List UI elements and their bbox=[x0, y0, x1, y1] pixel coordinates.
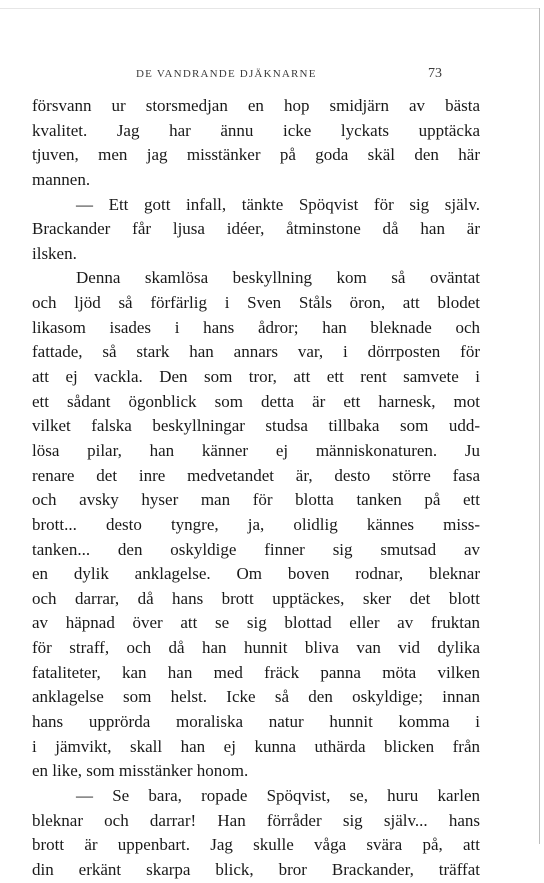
text-line bbox=[32, 759, 480, 784]
running-title: DE VANDRANDE DJÄKNARNE bbox=[136, 68, 317, 80]
text-line bbox=[32, 193, 480, 218]
text-line bbox=[32, 538, 480, 563]
text-line-content: för straff, och då han hunnit bliva van vid dylika bbox=[32, 638, 480, 658]
text-line bbox=[32, 833, 480, 858]
text-line bbox=[32, 168, 480, 193]
text-line-content: i jämvikt, skall han ej kunna uthärda blicken från bbox=[32, 736, 480, 756]
text-line-content: en dylik anklagelse. Om boven rodnar, bleknar bbox=[32, 564, 480, 584]
text-line bbox=[32, 562, 480, 587]
running-head bbox=[32, 66, 480, 86]
text-line-content: — Ett gott infall, tänkte Spöqvist för sig själv. bbox=[76, 194, 480, 214]
text-line bbox=[32, 143, 480, 168]
text-line bbox=[32, 242, 480, 267]
text-line-content: att ej vackla. Den som tror, att ett rent samvete i bbox=[32, 367, 480, 387]
text-line-content: fattade, så stark han annars var, i dörrposten för bbox=[32, 342, 480, 362]
text-line-content: renare det inre medvetandet är, desto större fasa bbox=[32, 465, 480, 485]
text-line bbox=[32, 316, 480, 341]
text-line-content: och darrar, då hans brott upptäckes, sker det blott bbox=[32, 588, 480, 608]
text-line-content: ilsken. bbox=[32, 243, 77, 263]
text-line-content: din erkänt skarpa blick, bror Brackander, träffat bbox=[32, 859, 480, 879]
text-line-content: av häpnad över att se sig blottad eller av fruktan bbox=[32, 613, 480, 633]
text-line-content: försvann ur storsmedjan en hop smidjärn av bästa bbox=[32, 96, 480, 115]
text-line-content: och ljöd så förfärlig i Sven Ståls öron, att blodet bbox=[32, 293, 480, 313]
text-line bbox=[32, 661, 480, 686]
text-line-content: Denna skamlösa beskyllning kom så oväntat bbox=[76, 268, 480, 288]
text-line-content: ett sådant ögonblick som detta är ett harnesk, mot bbox=[32, 391, 480, 411]
text-line bbox=[32, 439, 480, 464]
text-line bbox=[32, 119, 480, 144]
text-line bbox=[32, 636, 480, 661]
text-line-content: mannen. bbox=[32, 169, 91, 189]
text-line bbox=[32, 488, 480, 513]
text-line bbox=[32, 365, 480, 390]
text-line-content: kvalitet. Jag har ännu icke lyckats upptäcka bbox=[32, 120, 480, 140]
text-line-content: tanken... den oskyldige finner sig smutsad av bbox=[32, 539, 480, 559]
text-line bbox=[32, 710, 480, 735]
text-line bbox=[32, 291, 480, 316]
text-line bbox=[32, 414, 480, 439]
page-right-edge bbox=[539, 8, 540, 844]
text-line bbox=[32, 858, 480, 883]
text-line-content: — Se bara, ropade Spöqvist, se, huru karlen bbox=[76, 785, 480, 805]
text-line-content: hans upprörda moraliska natur hunnit komma i bbox=[32, 712, 480, 732]
text-line bbox=[32, 464, 480, 489]
text-line bbox=[32, 685, 480, 710]
text-line bbox=[32, 266, 480, 291]
text-line-content: likasom isades i hans ådror; han bleknade och bbox=[32, 317, 480, 337]
text-line bbox=[32, 784, 480, 809]
text-line bbox=[32, 94, 480, 119]
text-line-content: vilket falska beskyllningar studsa tillbaka som udd- bbox=[32, 416, 480, 436]
text-line-content: och avsky hyser man för blotta tanken på ett bbox=[32, 490, 480, 510]
text-line bbox=[32, 513, 480, 538]
page-number: 73 bbox=[428, 66, 442, 81]
text-line-content: brott är uppenbart. Jag skulle våga svära på, att bbox=[32, 835, 480, 855]
text-line bbox=[32, 809, 480, 834]
text-line bbox=[32, 611, 480, 636]
text-line-content: tjuven, men jag misstänker på goda skäl den här bbox=[32, 145, 480, 165]
body-text bbox=[32, 94, 480, 883]
text-line-content: lösa pilar, han känner ej människonaturen. Ju bbox=[32, 440, 480, 460]
text-line bbox=[32, 587, 480, 612]
text-line-content: bleknar och darrar! Han förråder sig själv... hans bbox=[32, 810, 480, 830]
text-line-content: Brackander får ljusa idéer, åtminstone då han är bbox=[32, 219, 480, 239]
text-line bbox=[32, 340, 480, 365]
text-line-content: anklagelse som helst. Icke så den oskyldige; innan bbox=[32, 687, 480, 707]
text-line bbox=[32, 217, 480, 242]
text-line-content: fataliteter, kan han med fräck panna möta vilken bbox=[32, 662, 480, 682]
text-line-content: en like, som misstänker honom. bbox=[32, 761, 249, 781]
text-line-content: brott... desto tyngre, ja, olidlig kännes miss- bbox=[32, 514, 480, 534]
page-top-edge bbox=[0, 8, 540, 9]
text-line bbox=[32, 390, 480, 415]
text-line bbox=[32, 735, 480, 760]
